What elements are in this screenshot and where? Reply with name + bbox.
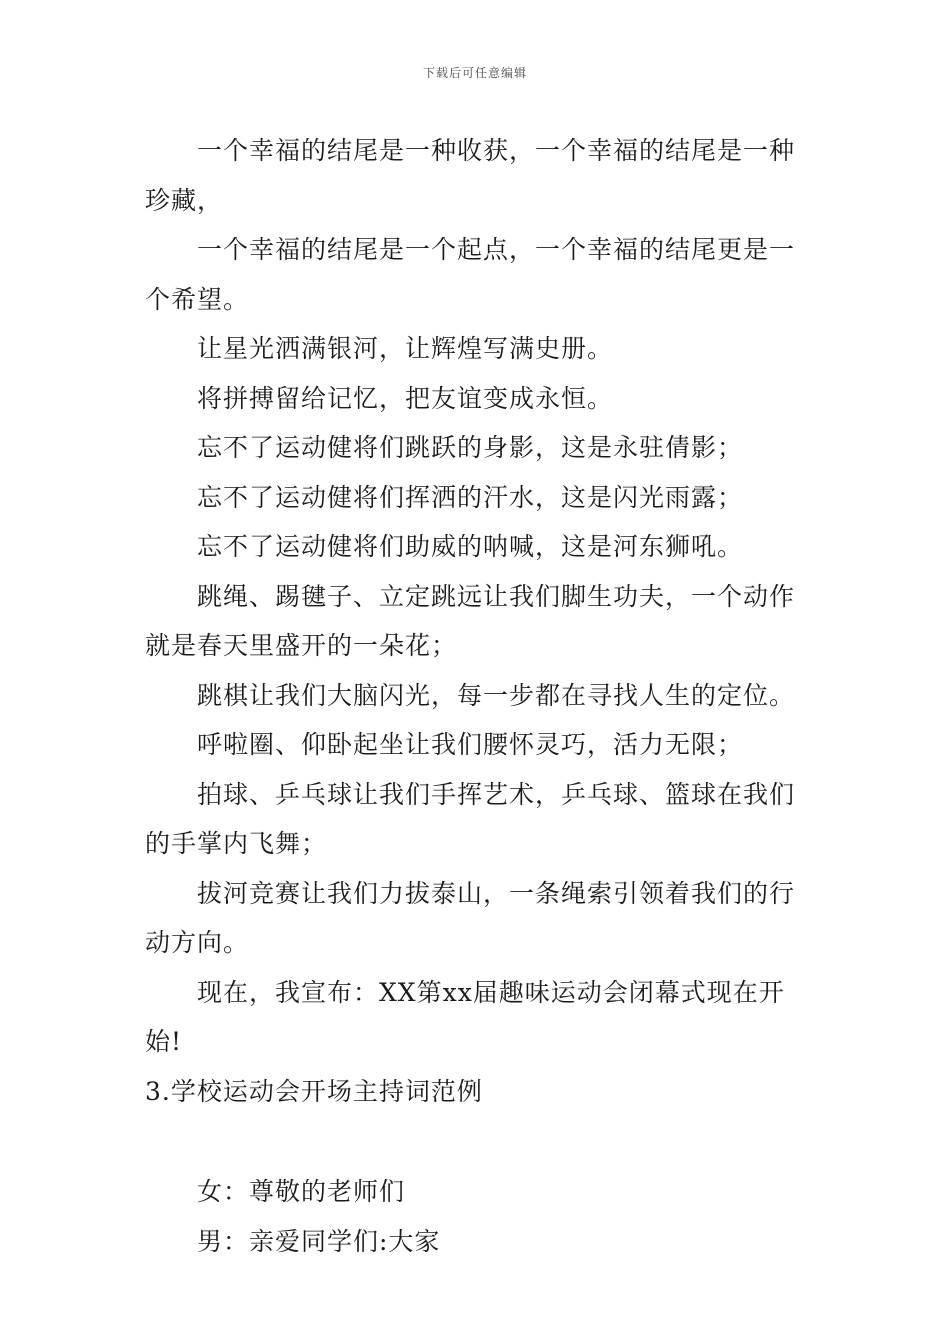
paragraph: 忘不了运动健将们挥洒的汗水，这是闪光雨露； [197, 482, 744, 512]
paragraph: 忘不了运动健将们助威的呐喊，这是河东狮吼。 [197, 532, 744, 561]
paragraph: 拔河竞赛让我们力拔泰山，一条绳索引领着我们的行动方向。 [145, 878, 796, 957]
paragraph: 让星光洒满银河，让辉煌写满史册。 [197, 334, 614, 363]
dialogue-line-female: 女：尊敬的老师们 [197, 1177, 406, 1206]
paragraph: 跳棋让我们大脑闪光，每一步都在寻找人生的定位。 [197, 680, 796, 710]
paragraph: 一个幸福的结尾是一个起点，一个幸福的结尾更是一个希望。 [145, 235, 796, 314]
paragraph: 呼啦圈、仰卧起坐让我们腰怀灵巧，活力无限； [197, 730, 744, 759]
paragraph: 将拼搏留给记忆，把友谊变成永恒。 [197, 383, 614, 413]
paragraph: 忘不了运动健将们跳跃的身影，这是永驻倩影； [197, 433, 744, 462]
paragraph: 一个幸福的结尾是一种收获，一个幸福的结尾是一种珍藏， [145, 136, 796, 215]
paragraph: 拍球、乒乓球让我们手挥艺术，乒乓球、篮球在我们的手掌内飞舞； [145, 779, 796, 858]
dialogue-line-male: 男：亲爱同学们:大家 [197, 1226, 441, 1256]
paragraph-announcement: 现在，我宣布：XX第xx届趣味运动会闭幕式现在开始! [145, 977, 785, 1056]
paragraph: 跳绳、踢毽子、立定跳远让我们脚生功夫，一个动作就是春天里盛开的一朵花； [145, 581, 796, 660]
page-header-note: 下载后可任意编辑 [422, 66, 527, 80]
document-body [145, 126, 810, 1266]
section-heading: 3.学校运动会开场主持词范例 [145, 1076, 483, 1106]
section-spacer [145, 1116, 810, 1167]
